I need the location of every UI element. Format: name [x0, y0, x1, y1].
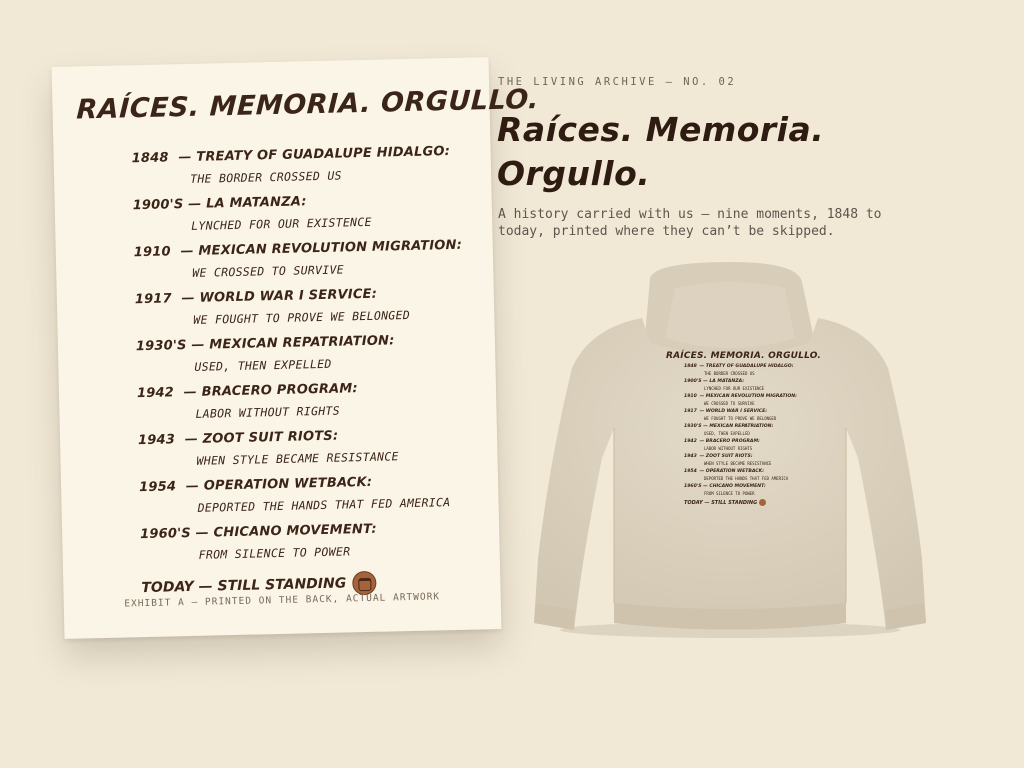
hoodie-print-entry [666, 424, 806, 436]
card-title: RAÍCES. MEMORIA. ORGULLO. [75, 83, 540, 126]
hoodie-image [530, 258, 930, 638]
entry-year: 1954 [138, 479, 177, 496]
hoodie-print-entry [666, 439, 806, 451]
hp-title: — OPERATION WETBACK: [699, 469, 765, 474]
hp-sub: WE FOUGHT TO PROVE WE BELONGED [704, 416, 777, 421]
entry-title: — WORLD WAR I SERVICE: [181, 286, 378, 307]
page-title [497, 108, 877, 196]
hp-year: 1943 [684, 454, 697, 459]
hp-sub: THE BORDER CROSSED US [704, 371, 755, 376]
hp-title: — ZOOT SUIT RIOTS: [699, 454, 753, 459]
description: A history carried with us — nine moments, 1848 to today, printed where they can’t be skipped. [498, 207, 882, 239]
timeline-entry [137, 378, 488, 433]
timeline-entry [139, 472, 490, 527]
entry-subtitle: WHEN STYLE BECAME RESISTANCE [196, 449, 399, 468]
today-label: TODAY — STILL STANDING [141, 575, 347, 597]
hp-year: 1942 [684, 439, 697, 444]
hp-year: 1917 [684, 409, 697, 414]
timeline-entry [135, 284, 486, 339]
entry-title: — BRACERO PROGRAM: [183, 381, 359, 401]
raised-fist-icon [352, 571, 377, 596]
artwork-card [52, 57, 540, 639]
hp-sub: USED, THEN EXPELLED [704, 431, 750, 436]
timeline-entry [134, 237, 485, 292]
timeline-entry [136, 331, 487, 386]
entry-year: 1910 [133, 244, 171, 261]
entry-subtitle: WE CROSSED TO SURVIVE [192, 262, 345, 280]
entry-year: 1848 [131, 150, 169, 167]
timeline-entry [140, 519, 491, 574]
hp-sub: WE CROSSED TO SURVIVE [704, 401, 755, 406]
timeline [131, 143, 491, 598]
hp-title: — MEXICAN REPATRIATION: [703, 424, 774, 429]
eyebrow: THE LIVING ARCHIVE — NO. 02 [498, 76, 737, 88]
entry-subtitle: THE BORDER CROSSED US [189, 168, 342, 186]
hp-title: — WORLD WAR I SERVICE: [699, 409, 768, 414]
hoodie-print-entry [666, 379, 806, 391]
entry-title: — ZOOT SUIT RIOTS: [184, 428, 339, 448]
hoodie-print-entry [666, 364, 806, 376]
entry-year: 1900'S [132, 197, 184, 214]
card-caption: EXHIBIT A — PRINTED ON THE BACK, ACTUAL ARTWORK [124, 591, 441, 610]
hoodie-print-title: RAÍCES. MEMORIA. ORGULLO. [666, 351, 822, 361]
hp-year: 1960'S [684, 484, 702, 489]
entry-title: — OPERATION WETBACK: [185, 474, 373, 495]
hp-sub: LYNCHED FOR OUR EXISTENCE [704, 386, 765, 391]
hp-year: 1954 [684, 469, 697, 474]
hp-sub: FROM SILENCE TO POWER [704, 491, 755, 496]
timeline-entry [138, 425, 489, 480]
entry-subtitle: FROM SILENCE TO POWER [198, 544, 351, 562]
entry-year: 1930'S [135, 338, 187, 355]
entry-title: — TREATY OF GUADALUPE HIDALGO: [178, 144, 451, 166]
hoodie-print-entry [666, 394, 806, 406]
hoodie-print-entry [666, 454, 806, 466]
hp-title: — BRACERO PROGRAM: [699, 439, 760, 444]
hoodie-print-entry [666, 409, 806, 421]
hp-sub: LABOR WITHOUT RIGHTS [704, 446, 753, 451]
hp-title: — MEXICAN REVOLUTION MIGRATION: [699, 394, 797, 399]
hp-today-label: TODAY — STILL STANDING [684, 500, 758, 506]
hp-title: — TREATY OF GUADALUPE HIDALGO: [699, 364, 794, 369]
headline-line-1: Raíces. Memoria. [497, 110, 825, 149]
entry-year: 1960'S [140, 525, 192, 543]
hp-title: — CHICANO MOVEMENT: [703, 484, 766, 489]
entry-subtitle: USED, THEN EXPELLED [194, 356, 332, 374]
entry-subtitle: DEPORTED THE HANDS THAT FED AMERICA [197, 495, 451, 515]
timeline-entry [131, 143, 482, 198]
timeline-entry [133, 190, 484, 245]
entry-title: — MEXICAN REPATRIATION: [191, 333, 395, 353]
raised-fist-icon [759, 499, 766, 506]
hp-year: 1910 [684, 394, 697, 399]
entry-title: — CHICANO MOVEMENT: [195, 521, 377, 541]
entry-title: — MEXICAN REVOLUTION MIGRATION: [180, 237, 463, 260]
hoodie-back-print [666, 351, 822, 506]
hp-year: 1930'S [684, 424, 702, 429]
hoodie-print-entry [666, 484, 806, 496]
hp-year: 1900'S [684, 379, 702, 384]
headline-line-2: Orgullo. [497, 154, 651, 193]
entry-year: 1917 [134, 291, 173, 308]
hp-sub: WHEN STYLE BECAME RESISTANCE [704, 461, 772, 466]
hp-sub: DEPORTED THE HANDS THAT FED AMERICA [704, 476, 789, 481]
entry-year: 1942 [136, 385, 175, 402]
entry-subtitle: WE FOUGHT TO PROVE WE BELONGED [193, 307, 411, 327]
hoodie-print-today [666, 499, 806, 506]
hoodie-print-entry [666, 469, 806, 481]
entry-title: — LA MATANZA: [188, 194, 307, 212]
entry-subtitle: LYNCHED FOR OUR EXISTENCE [191, 214, 372, 233]
entry-subtitle: LABOR WITHOUT RIGHTS [195, 403, 341, 421]
entry-year: 1943 [137, 432, 176, 449]
hp-year: 1848 [684, 364, 697, 369]
hp-title: — LA MATANZA: [703, 379, 745, 384]
